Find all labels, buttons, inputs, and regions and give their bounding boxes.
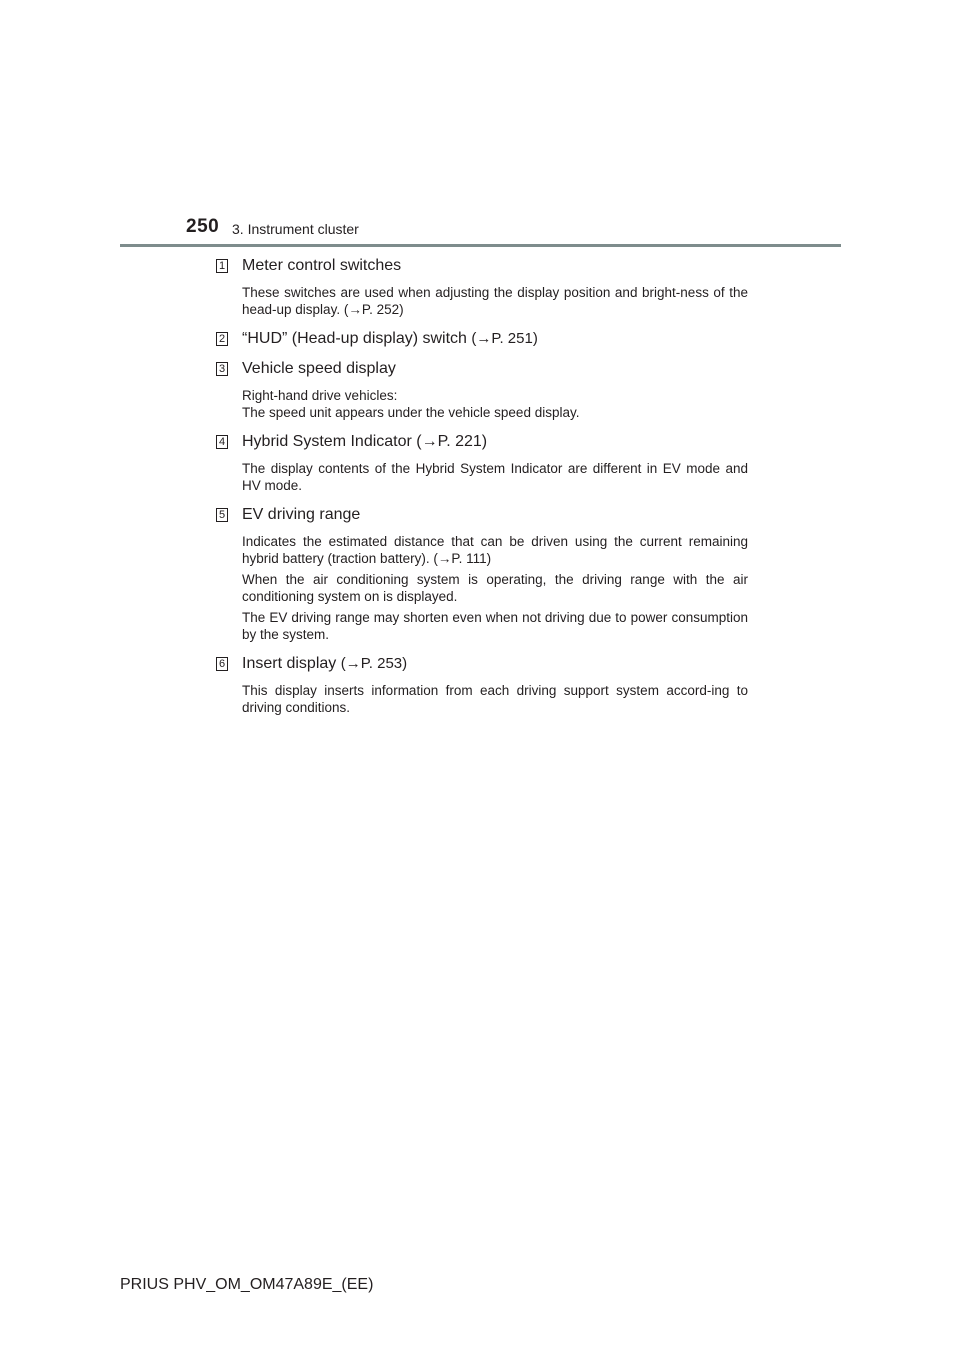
item-number-badge: 5 [216, 508, 228, 522]
list-item [216, 256, 748, 318]
item-number-badge: 6 [216, 657, 228, 671]
list-item [216, 505, 748, 643]
header-rule [120, 244, 841, 247]
list-item [216, 359, 748, 421]
document-code: PRIUS PHV_OM_OM47A89E_(EE) [120, 1276, 374, 1293]
item-title: Hybrid System Indicator (→P. 221) [242, 433, 488, 450]
item-title: “HUD” (Head-up display) switch (→P. 251) [242, 330, 538, 347]
list-item [216, 329, 748, 349]
item-list [216, 256, 748, 720]
description-paragraph: This display inserts information from each driving support system accord-ing to driving conditions. [242, 683, 748, 715]
page-number: 250 [186, 216, 220, 237]
item-title: Meter control switches [242, 257, 402, 274]
description-paragraph: Right-hand drive vehicles: The speed unit appears under the vehicle speed display. [242, 388, 580, 420]
list-item [216, 654, 748, 716]
item-number-badge: 3 [216, 362, 228, 376]
item-description [242, 460, 748, 494]
item-title: EV driving range [242, 506, 361, 523]
description-paragraph: The display contents of the Hybrid System Indicator are different in EV mode and HV mode. [242, 461, 748, 493]
description-paragraph: These switches are used when adjusting the display position and bright-ness of the head-up display. (→P. 252) [242, 285, 748, 317]
item-description [242, 533, 748, 643]
item-title: Insert display (→P. 253) [242, 655, 408, 672]
description-paragraph: The EV driving range may shorten even when not driving due to power consumption by the system. [242, 610, 748, 642]
page-reference: (→P. 253) [340, 655, 408, 672]
item-title: Vehicle speed display [242, 360, 396, 377]
description-paragraph: Indicates the estimated distance that can be driven using the current remaining hybrid battery (traction battery). (→P. 111) [242, 534, 748, 566]
list-item [216, 432, 748, 494]
item-description [242, 682, 748, 716]
item-number-badge: 4 [216, 435, 228, 449]
page-reference: (→P. 251) [471, 330, 538, 347]
item-number-badge: 1 [216, 259, 228, 273]
section-title: 3. Instrument cluster [232, 221, 359, 237]
item-number-badge: 2 [216, 332, 228, 346]
item-description [242, 387, 748, 421]
description-paragraph: When the air conditioning system is operating, the driving range with the air conditioning system on is displayed. [242, 572, 748, 604]
item-description [242, 284, 748, 318]
